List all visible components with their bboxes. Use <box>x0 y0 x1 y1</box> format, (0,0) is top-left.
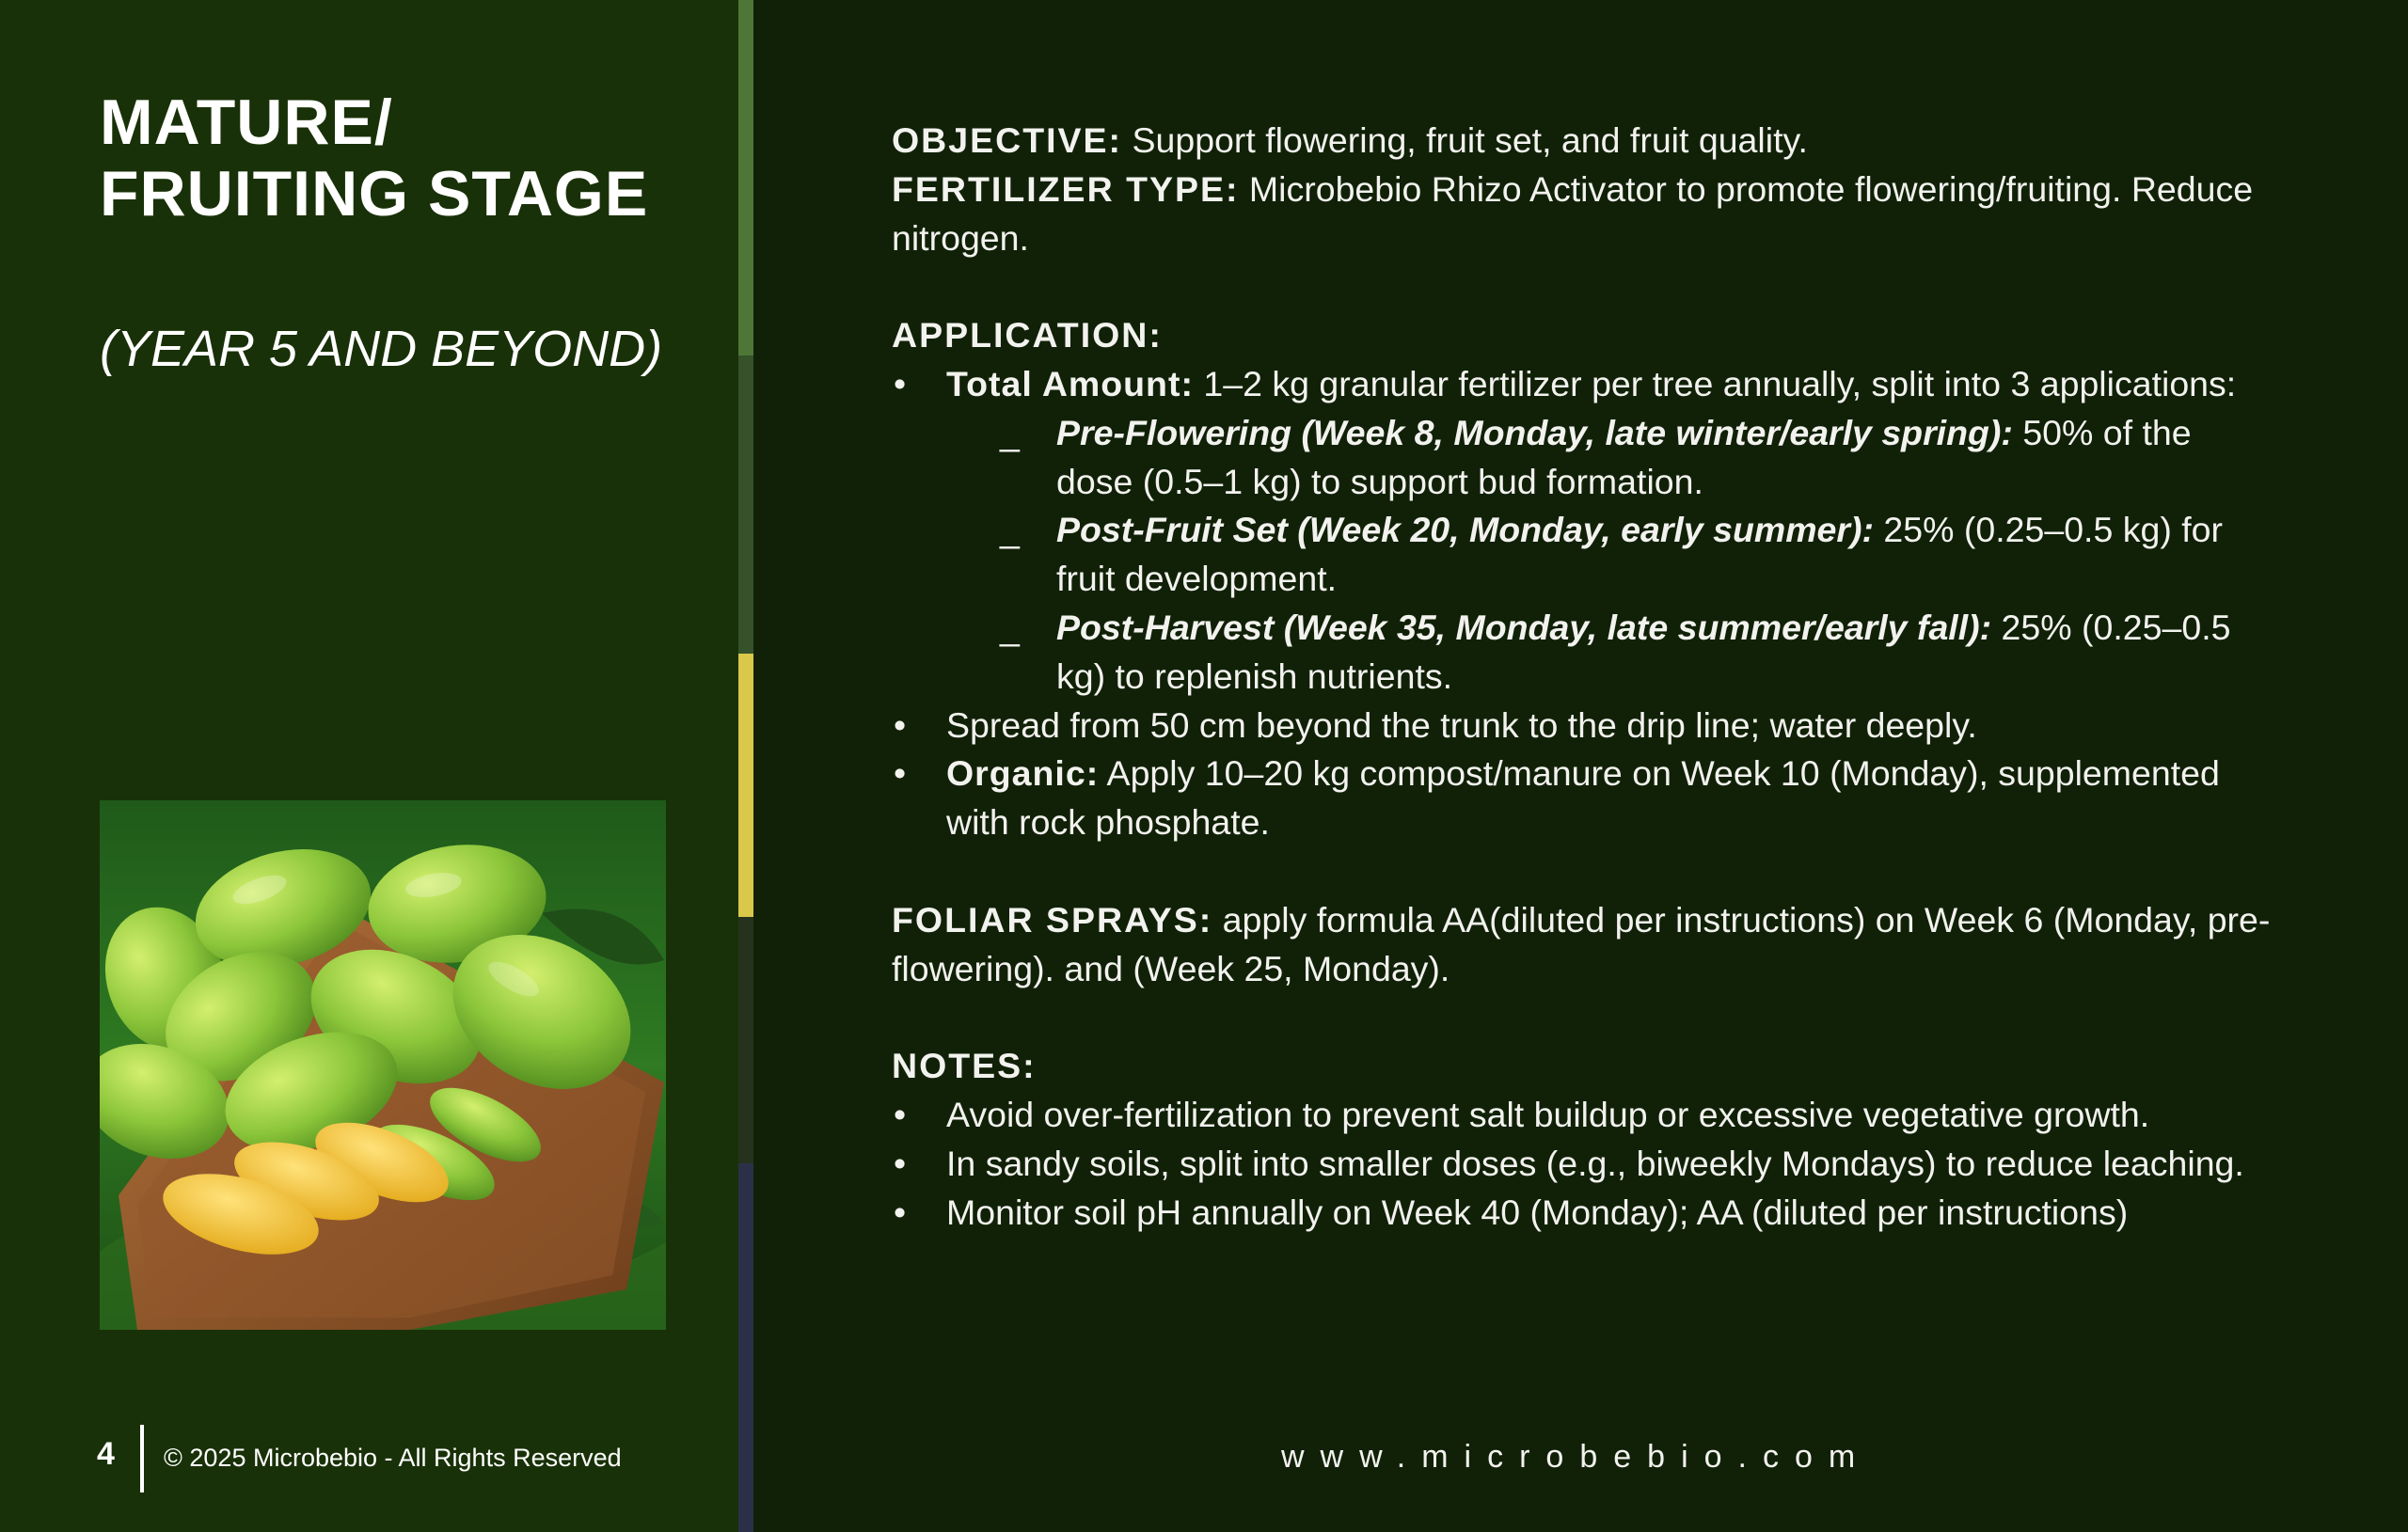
list-item-total-amount <box>892 360 2274 702</box>
split-text: 50% of the dose (0.5–1 kg) to support bud formation. <box>1056 412 2192 501</box>
note-text: Avoid over-fertilization to prevent salt buildup or excessive vegetative growth. <box>946 1094 2150 1134</box>
list-item <box>892 1189 2274 1238</box>
bullet-icon: • <box>894 1094 907 1134</box>
total-amount-text: 1–2 kg granular fertilizer per tree annually, split into 3 applications: <box>1193 363 2237 403</box>
objective-label: OBJECTIVE: <box>892 120 1123 160</box>
dash-icon: _ <box>1000 510 1020 550</box>
split-list <box>946 409 2274 702</box>
organic-text: Apply 10–20 kg compost/manure on Week 10 (Monday), supplemented with rock phosphate. <box>946 753 2220 843</box>
notes-list <box>892 1091 2274 1237</box>
objective-text: Support flowering, fruit set, and fruit quality. <box>1122 120 1808 160</box>
bullet-icon: • <box>894 1192 907 1232</box>
bullet-icon: • <box>894 704 907 745</box>
split-text: 25% (0.25–0.5 kg) for fruit development. <box>1056 510 2224 599</box>
list-item-spread <box>892 702 2274 750</box>
bullet-icon: • <box>894 1143 907 1183</box>
foliar-sprays-label: FOLIAR SPRAYS: <box>892 899 1213 940</box>
list-item-organic <box>892 750 2274 847</box>
notes-heading: NOTES: <box>892 1046 1037 1086</box>
strip-segment-yellow <box>738 654 753 917</box>
split-label: Pre-Flowering (Week 8, Monday, late winter/early spring): <box>1056 412 2013 452</box>
strip-segment-darkgreen <box>738 355 753 654</box>
left-panel <box>0 0 738 1532</box>
dash-icon: _ <box>1000 607 1020 647</box>
dash-icon: _ <box>1000 412 1020 452</box>
fertilizer-type-text: Microbebio Rhizo Activator to promote flowering/fruiting. Reduce nitrogen. <box>892 168 2254 258</box>
footer-divider <box>140 1425 144 1493</box>
split-post-fruit-set <box>1000 506 2274 604</box>
split-post-harvest <box>1000 604 2274 702</box>
split-label: Post-Fruit Set (Week 20, Monday, early summer): <box>1056 510 1874 550</box>
mango-photo <box>100 800 666 1330</box>
split-pre-flowering <box>1000 409 2274 507</box>
bullet-icon: • <box>894 753 907 794</box>
fertilizer-type-label: FERTILIZER TYPE: <box>892 168 1240 209</box>
note-text: Monitor soil pH annually on Week 40 (Monday); AA (diluted per instructions) <box>946 1192 2129 1232</box>
color-divider-strip <box>738 0 753 1532</box>
copyright-text: © 2025 Microbebio - All Rights Reserved <box>164 1444 622 1472</box>
website-link[interactable]: www.microbebio.com <box>1281 1439 1872 1475</box>
page-number: 4 <box>97 1436 115 1472</box>
bullet-icon: • <box>894 363 907 403</box>
list-item <box>892 1091 2274 1140</box>
strip-segment-navy <box>738 1163 753 1532</box>
strip-segment-green <box>738 0 753 355</box>
spread-text: Spread from 50 cm beyond the trunk to the drip line; water deeply. <box>946 704 1977 745</box>
foliar-sprays-line <box>892 896 2274 994</box>
split-text: 25% (0.25–0.5 kg) to replenish nutrients. <box>1056 607 2231 696</box>
organic-label: Organic: <box>946 753 1100 794</box>
application-heading: APPLICATION: <box>892 315 1163 355</box>
page-title: MATURE/ FRUITING STAGE <box>100 87 649 229</box>
page-subtitle: (YEAR 5 AND BEYOND) <box>100 321 663 377</box>
split-label: Post-Harvest (Week 35, Monday, late summer/early fall): <box>1056 607 1992 647</box>
objective-line <box>892 117 2274 166</box>
foliar-sprays-text: apply formula AA(diluted per instructions) on Week 6 (Monday, pre-flowering). and (Week 25, Monday). <box>892 899 2271 988</box>
total-amount-label: Total Amount: <box>946 363 1194 403</box>
note-text: In sandy soils, split into smaller doses (e.g., biweekly Mondays) to reduce leaching. <box>946 1143 2244 1183</box>
fertilizer-type-line <box>892 166 2274 263</box>
application-list <box>892 360 2274 847</box>
main-content <box>892 117 2274 1237</box>
strip-segment-dark <box>738 917 753 1163</box>
list-item <box>892 1140 2274 1189</box>
